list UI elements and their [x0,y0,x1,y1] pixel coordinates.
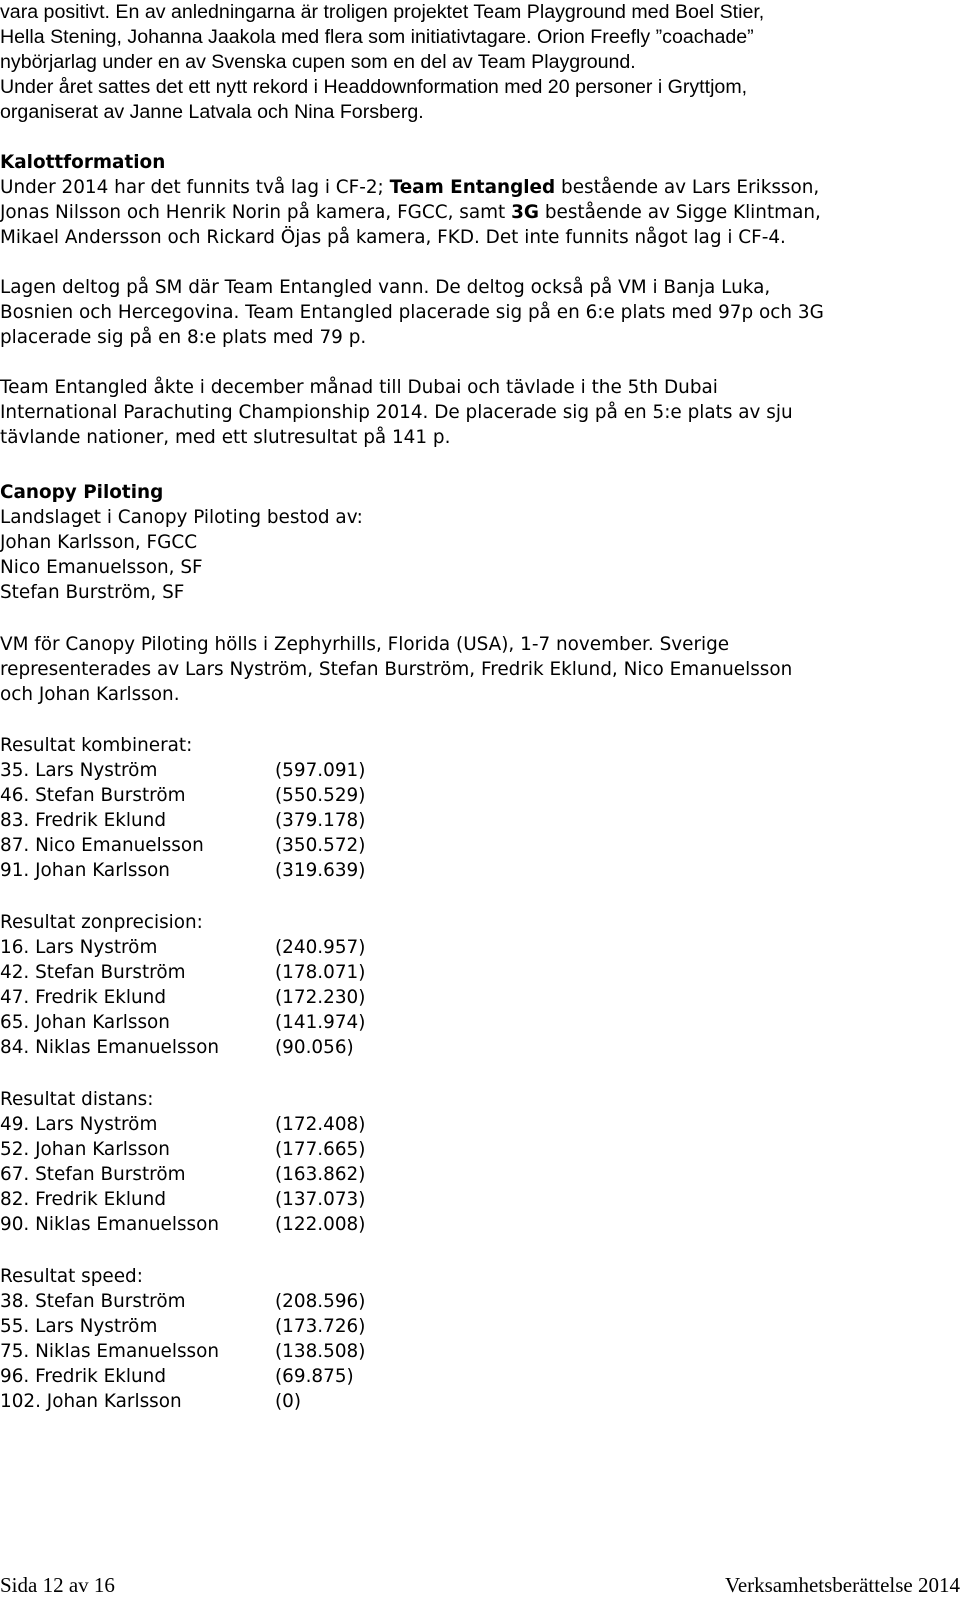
result-name: 16. Lars Nyström [0,937,158,958]
kalott-paragraph-line: tävlande nationer, med ett slutresultat på 141 p. [0,427,451,448]
kalott-paragraph-line [0,200,821,225]
results-title-speed: Resultat speed: [0,1266,143,1287]
result-name: 82. Fredrik Eklund [0,1189,167,1210]
result-name: 35. Lars Nyström [0,760,158,781]
intro-line: nybörjarlag under en av Svenska cupen som en del av Team Playground. [0,51,636,73]
canopy-vm-line: VM för Canopy Piloting hölls i Zephyrhills, Florida (USA), 1-7 november. Sverige [0,634,730,655]
section-heading-kalottformation: Kalottformation [0,152,166,173]
result-score: (141.974) [275,1012,366,1033]
result-score: (0) [275,1391,302,1412]
result-score: (69.875) [275,1366,354,1387]
kalott-paragraph-line: Bosnien och Hercegovina. Team Entangled placerade sig på en 6:e plats med 97p och 3G [0,302,824,323]
kalott-paragraph-line: Lagen deltog på SM där Team Entangled vann. De deltog också på VM i Banja Luka, [0,277,771,298]
page-number: Sida 12 av 16 [0,1573,115,1597]
result-score: (240.957) [275,937,366,958]
intro-line: organiserat av Janne Latvala och Nina Forsberg. [0,101,424,123]
text-run: Under 2014 har det funnits två lag i CF-2; [0,177,390,198]
kalott-paragraph-line: International Parachuting Championship 2014. De placerade sig på en 5:e plats av sju [0,402,793,423]
intro-line: Hella Stening, Johanna Jaakola med flera som initiativtagare. Orion Freefly ”coachade” [0,26,754,48]
kalott-paragraph-line: Mikael Andersson och Rickard Öjas på kamera, FKD. Det inte funnits något lag i CF-4. [0,227,786,248]
result-name: 65. Johan Karlsson [0,1012,170,1033]
result-name: 47. Fredrik Eklund [0,987,167,1008]
canopy-team-line: Johan Karlsson, FGCC [0,532,198,553]
result-name: 84. Niklas Emanuelsson [0,1037,220,1058]
result-name: 46. Stefan Burström [0,785,186,806]
result-name: 87. Nico Emanuelsson [0,835,204,856]
team-name-bold: 3G [511,202,540,223]
result-score: (163.862) [275,1164,366,1185]
canopy-team-line: Nico Emanuelsson, SF [0,557,203,578]
document-title: Verksamhetsberättelse 2014 [724,1573,960,1597]
canopy-team-line: Stefan Burström, SF [0,582,185,603]
result-score: (319.639) [275,860,366,881]
team-name-bold: Team Entangled [389,177,556,198]
result-score: (208.596) [275,1291,366,1312]
result-name: 102. Johan Karlsson [0,1391,182,1412]
text-run: bestående av Sigge Klintman, [539,202,821,223]
result-score: (173.726) [275,1316,366,1337]
canopy-vm-line: och Johan Karlsson. [0,684,180,705]
intro-line: vara positivt. En av anledningarna är troligen projektet Team Playground med Boel Stier, [0,1,765,23]
results-title-zonprecision: Resultat zonprecision: [0,912,203,933]
result-score: (178.071) [275,962,366,983]
result-name: 91. Johan Karlsson [0,860,170,881]
result-score: (122.008) [275,1214,366,1235]
section-heading-canopy-piloting: Canopy Piloting [0,482,164,503]
intro-line: Under året sattes det ett nytt rekord i Headdownformation med 20 personer i Gryttjom, [0,76,748,98]
kalott-paragraph-line: placerade sig på en 8:e plats med 79 p. [0,327,367,348]
result-name: 38. Stefan Burström [0,1291,186,1312]
result-score: (137.073) [275,1189,366,1210]
page-footer [0,1575,960,1595]
results-title-kombinerat: Resultat kombinerat: [0,735,193,756]
result-name: 55. Lars Nyström [0,1316,158,1337]
result-score: (597.091) [275,760,366,781]
result-score: (90.056) [275,1037,354,1058]
result-score: (172.408) [275,1114,366,1135]
result-name: 83. Fredrik Eklund [0,810,167,831]
result-score: (350.572) [275,835,366,856]
result-name: 49. Lars Nyström [0,1114,158,1135]
canopy-vm-line: representerades av Lars Nyström, Stefan Burström, Fredrik Eklund, Nico Emanuelsson [0,659,793,680]
result-name: 90. Niklas Emanuelsson [0,1214,220,1235]
text-run: bestående av Lars Eriksson, [555,177,820,198]
result-score: (172.230) [275,987,366,1008]
result-name: 42. Stefan Burström [0,962,186,983]
kalott-paragraph-line: Team Entangled åkte i december månad till Dubai och tävlade i the 5th Dubai [0,377,718,398]
kalott-paragraph-line [0,175,819,200]
result-name: 96. Fredrik Eklund [0,1366,167,1387]
result-score: (550.529) [275,785,366,806]
result-score: (138.508) [275,1341,366,1362]
canopy-team-line: Landslaget i Canopy Piloting bestod av: [0,507,363,528]
result-name: 52. Johan Karlsson [0,1139,170,1160]
result-score: (379.178) [275,810,366,831]
text-run: Jonas Nilsson och Henrik Norin på kamera, FGCC, samt [0,202,512,223]
results-title-distans: Resultat distans: [0,1089,154,1110]
result-name: 67. Stefan Burström [0,1164,186,1185]
result-name: 75. Niklas Emanuelsson [0,1341,220,1362]
result-score: (177.665) [275,1139,366,1160]
